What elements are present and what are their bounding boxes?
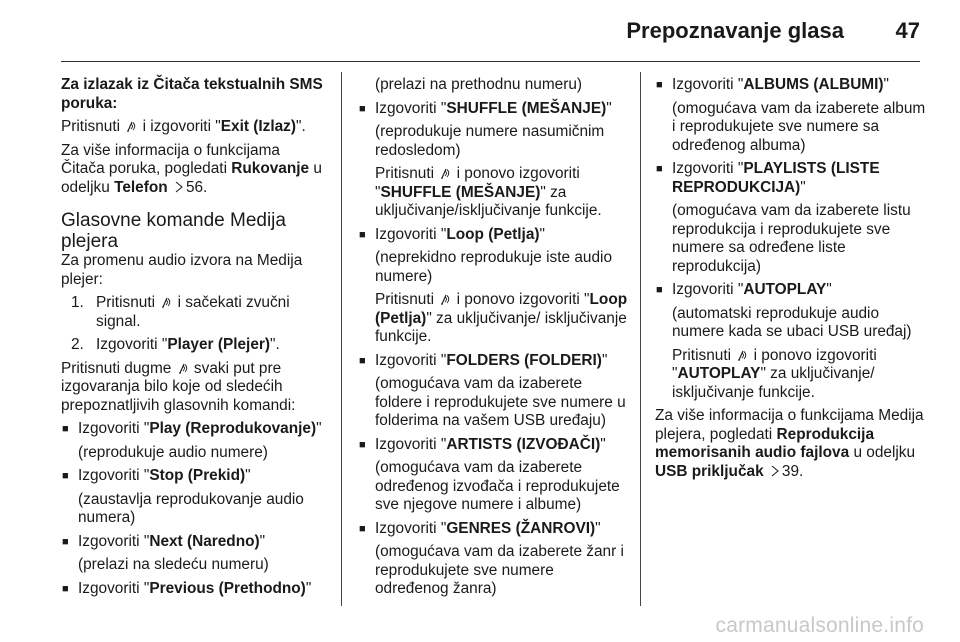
- command-shuffle: ■ Izgovoriti "SHUFFLE (MEŠANJE)": [358, 100, 630, 119]
- step-2: 2. Izgovoriti "Player (Plejer)".: [71, 336, 280, 353]
- command-albums: ■ Izgovoriti "ALBUMS (ALBUMI)": [655, 76, 927, 95]
- command-play: ■ Izgovoriti "Play (Reprodukovanje)": [61, 420, 327, 439]
- column-divider: [640, 72, 641, 606]
- command-next-desc: (prelazi na sledeću numeru): [78, 556, 269, 573]
- section-intro: Za promenu audio izvora na Medija plejer:: [61, 252, 303, 288]
- command-autoplay-toggle: Pritisnuti i ponovo izgovoriti "AUTOPLAY" za uključivanje/ isključivanje funkcije.: [672, 346, 877, 401]
- page-reference-arrow-icon: [770, 465, 780, 477]
- command-shuffle-toggle: Pritisnuti i ponovo izgovoriti "SHUFFLE (MEŠANJE)" za uključivanje/isključivanje funkcije.: [375, 165, 602, 219]
- link-rukovanje[interactable]: Rukovanje: [231, 160, 310, 177]
- command-folders: ■ Izgovoriti "FOLDERS (FOLDERI)": [358, 352, 630, 371]
- command-playlists-desc: (omogućava vam da izaberete listu reprodukcija i reprodukujete sve numere sa određene liste reprodukcija): [672, 202, 911, 275]
- column-left: [61, 76, 327, 603]
- commands-intro: Pritisnuti dugme svaki put pre izgovaranja bilo koje od sledećih prepoznatljivih glasovnih komandi:: [61, 359, 296, 414]
- column-right: [655, 76, 927, 486]
- column-middle: [358, 76, 630, 604]
- link-reprodukcija[interactable]: Reprodukcija memorisanih audio fajlova: [655, 425, 875, 461]
- voice-command-icon: [440, 167, 450, 179]
- watermark: carmanualsonline.info: [715, 614, 924, 637]
- voice-command-icon: [440, 293, 450, 305]
- header-divider: [61, 61, 920, 62]
- messages-reference: Za više informacija o funkcijama Čitača poruka, pogledati Rukovanje u odeljku Telefon 56.: [61, 141, 322, 196]
- page-header: [61, 0, 920, 62]
- link-usb[interactable]: USB priključak: [655, 462, 764, 480]
- page-number: 47: [895, 18, 920, 43]
- voice-command-icon: [126, 120, 136, 132]
- voice-command-icon: [161, 296, 171, 308]
- exit-instruction: Pritisnuti i izgovoriti "Exit (Izlaz)".: [61, 118, 306, 135]
- command-previous-desc: (prelazi na prethodnu numeru): [375, 76, 583, 93]
- command-play-desc: (reprodukuje audio numere): [78, 443, 268, 461]
- voice-command-icon: [737, 349, 747, 361]
- command-stop-desc: (zaustavlja reprodukovanje audio numera): [78, 490, 304, 526]
- link-telefon[interactable]: Telefon: [114, 178, 168, 196]
- command-stop: ■ Izgovoriti "Stop (Prekid)": [61, 467, 327, 486]
- page-reference-arrow-icon: [174, 181, 184, 193]
- command-next: ■ Izgovoriti "Next (Naredno)": [61, 533, 327, 552]
- command-artists: ■ Izgovoriti "ARTISTS (IZVOĐAČI)": [358, 436, 630, 455]
- command-genres-desc: (omogućava vam da izaberete žanr i reprodukujete sve numere određenog žanra): [375, 543, 624, 597]
- voice-command-icon: [178, 362, 188, 374]
- command-genres: ■ Izgovoriti "GENRES (ŽANROVI)": [358, 520, 630, 539]
- command-autoplay: ■ Izgovoriti "AUTOPLAY": [655, 281, 927, 300]
- command-shuffle-desc: (reprodukuje numere nasumičnim redosledom): [375, 123, 605, 159]
- media-reference: Za više informacija o funkcijama Medija plejera, pogledati Reprodukcija memorisanih audio fajlova u odeljku USB priključak 39.: [655, 407, 924, 480]
- command-autoplay-desc: (automatski reprodukuje audio numere kada se ubaci USB uređaj): [672, 304, 912, 340]
- command-albums-desc: (omogućava vam da izaberete album i reprodukujete sve numere sa određenog albuma): [672, 99, 926, 154]
- command-playlists: ■ Izgovoriti "PLAYLISTS (LISTE REPRODUKCIJA)": [655, 160, 927, 197]
- command-previous: ■ Izgovoriti "Previous (Prethodno)": [61, 580, 327, 599]
- page-title: Prepoznavanje glasa: [626, 18, 844, 43]
- command-loop-desc: (neprekidno reprodukuje iste audio numere): [375, 249, 612, 285]
- command-artists-desc: (omogućava vam da izaberete određenog izvođača i reprodukujete sve njegove numere i albume): [375, 459, 620, 513]
- command-loop: ■ Izgovoriti "Loop (Petlja)": [358, 226, 630, 245]
- command-folders-desc: (omogućava vam da izaberete foldere i reprodukujete sve numere u folderima na vašem USB uređaju): [375, 375, 626, 429]
- command-loop-toggle: Pritisnuti i ponovo izgovoriti "Loop (Petlja)" za uključivanje/ isključivanje funkcije.: [375, 291, 628, 345]
- column-divider: [341, 72, 342, 606]
- step-1: 1. Pritisnuti i sačekati zvučni signal.: [71, 294, 290, 330]
- exit-heading: Za izlazak iz Čitača tekstualnih SMS poruka:: [61, 76, 323, 112]
- section-title: Glasovne komande Medija plejera: [61, 210, 286, 252]
